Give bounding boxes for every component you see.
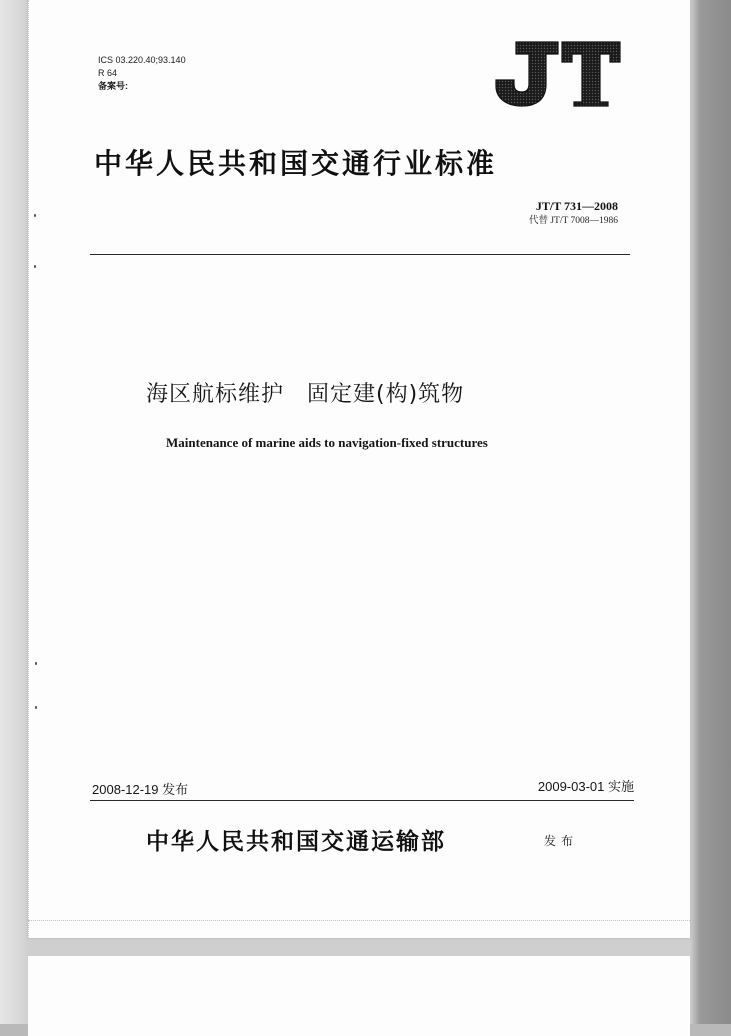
bottom-divider	[90, 800, 634, 801]
scan-speck	[35, 662, 37, 665]
scan-edge	[28, 0, 32, 938]
replaces-code: 代替 JT/T 7008—1986	[528, 216, 618, 226]
record-label: 备案号:	[98, 81, 128, 91]
issue-date: 2008-12-19 发布	[92, 782, 189, 797]
logo-text: JT	[492, 38, 494, 39]
publish-label: 发布	[544, 834, 579, 848]
classification-block	[98, 54, 186, 93]
scan-bottom-line	[28, 920, 690, 921]
ics-code: ICS 03.220.40;93.140	[98, 55, 186, 65]
publisher-name: 中华人民共和国交通运输部	[146, 828, 446, 855]
top-divider	[90, 254, 630, 255]
ccs-code: R 64	[98, 68, 118, 78]
scan-speck	[34, 265, 36, 268]
standard-code-block	[529, 198, 618, 228]
standard-code: JT/T 731—2008	[535, 199, 618, 213]
title-chinese: 海区航标维护 固定建(构)筑物	[146, 382, 465, 407]
document-page[interactable]	[28, 0, 690, 938]
title-english: Maintenance of marine aids to navigation-fixed structures	[166, 435, 488, 450]
standard-category: 中华人民共和国交通行业标准	[94, 147, 498, 180]
scan-speck	[34, 214, 36, 217]
next-page[interactable]	[28, 956, 690, 1036]
scan-speck	[35, 706, 37, 709]
jt-logo	[492, 38, 622, 108]
effective-date: 2009-03-01 实施	[537, 779, 634, 794]
